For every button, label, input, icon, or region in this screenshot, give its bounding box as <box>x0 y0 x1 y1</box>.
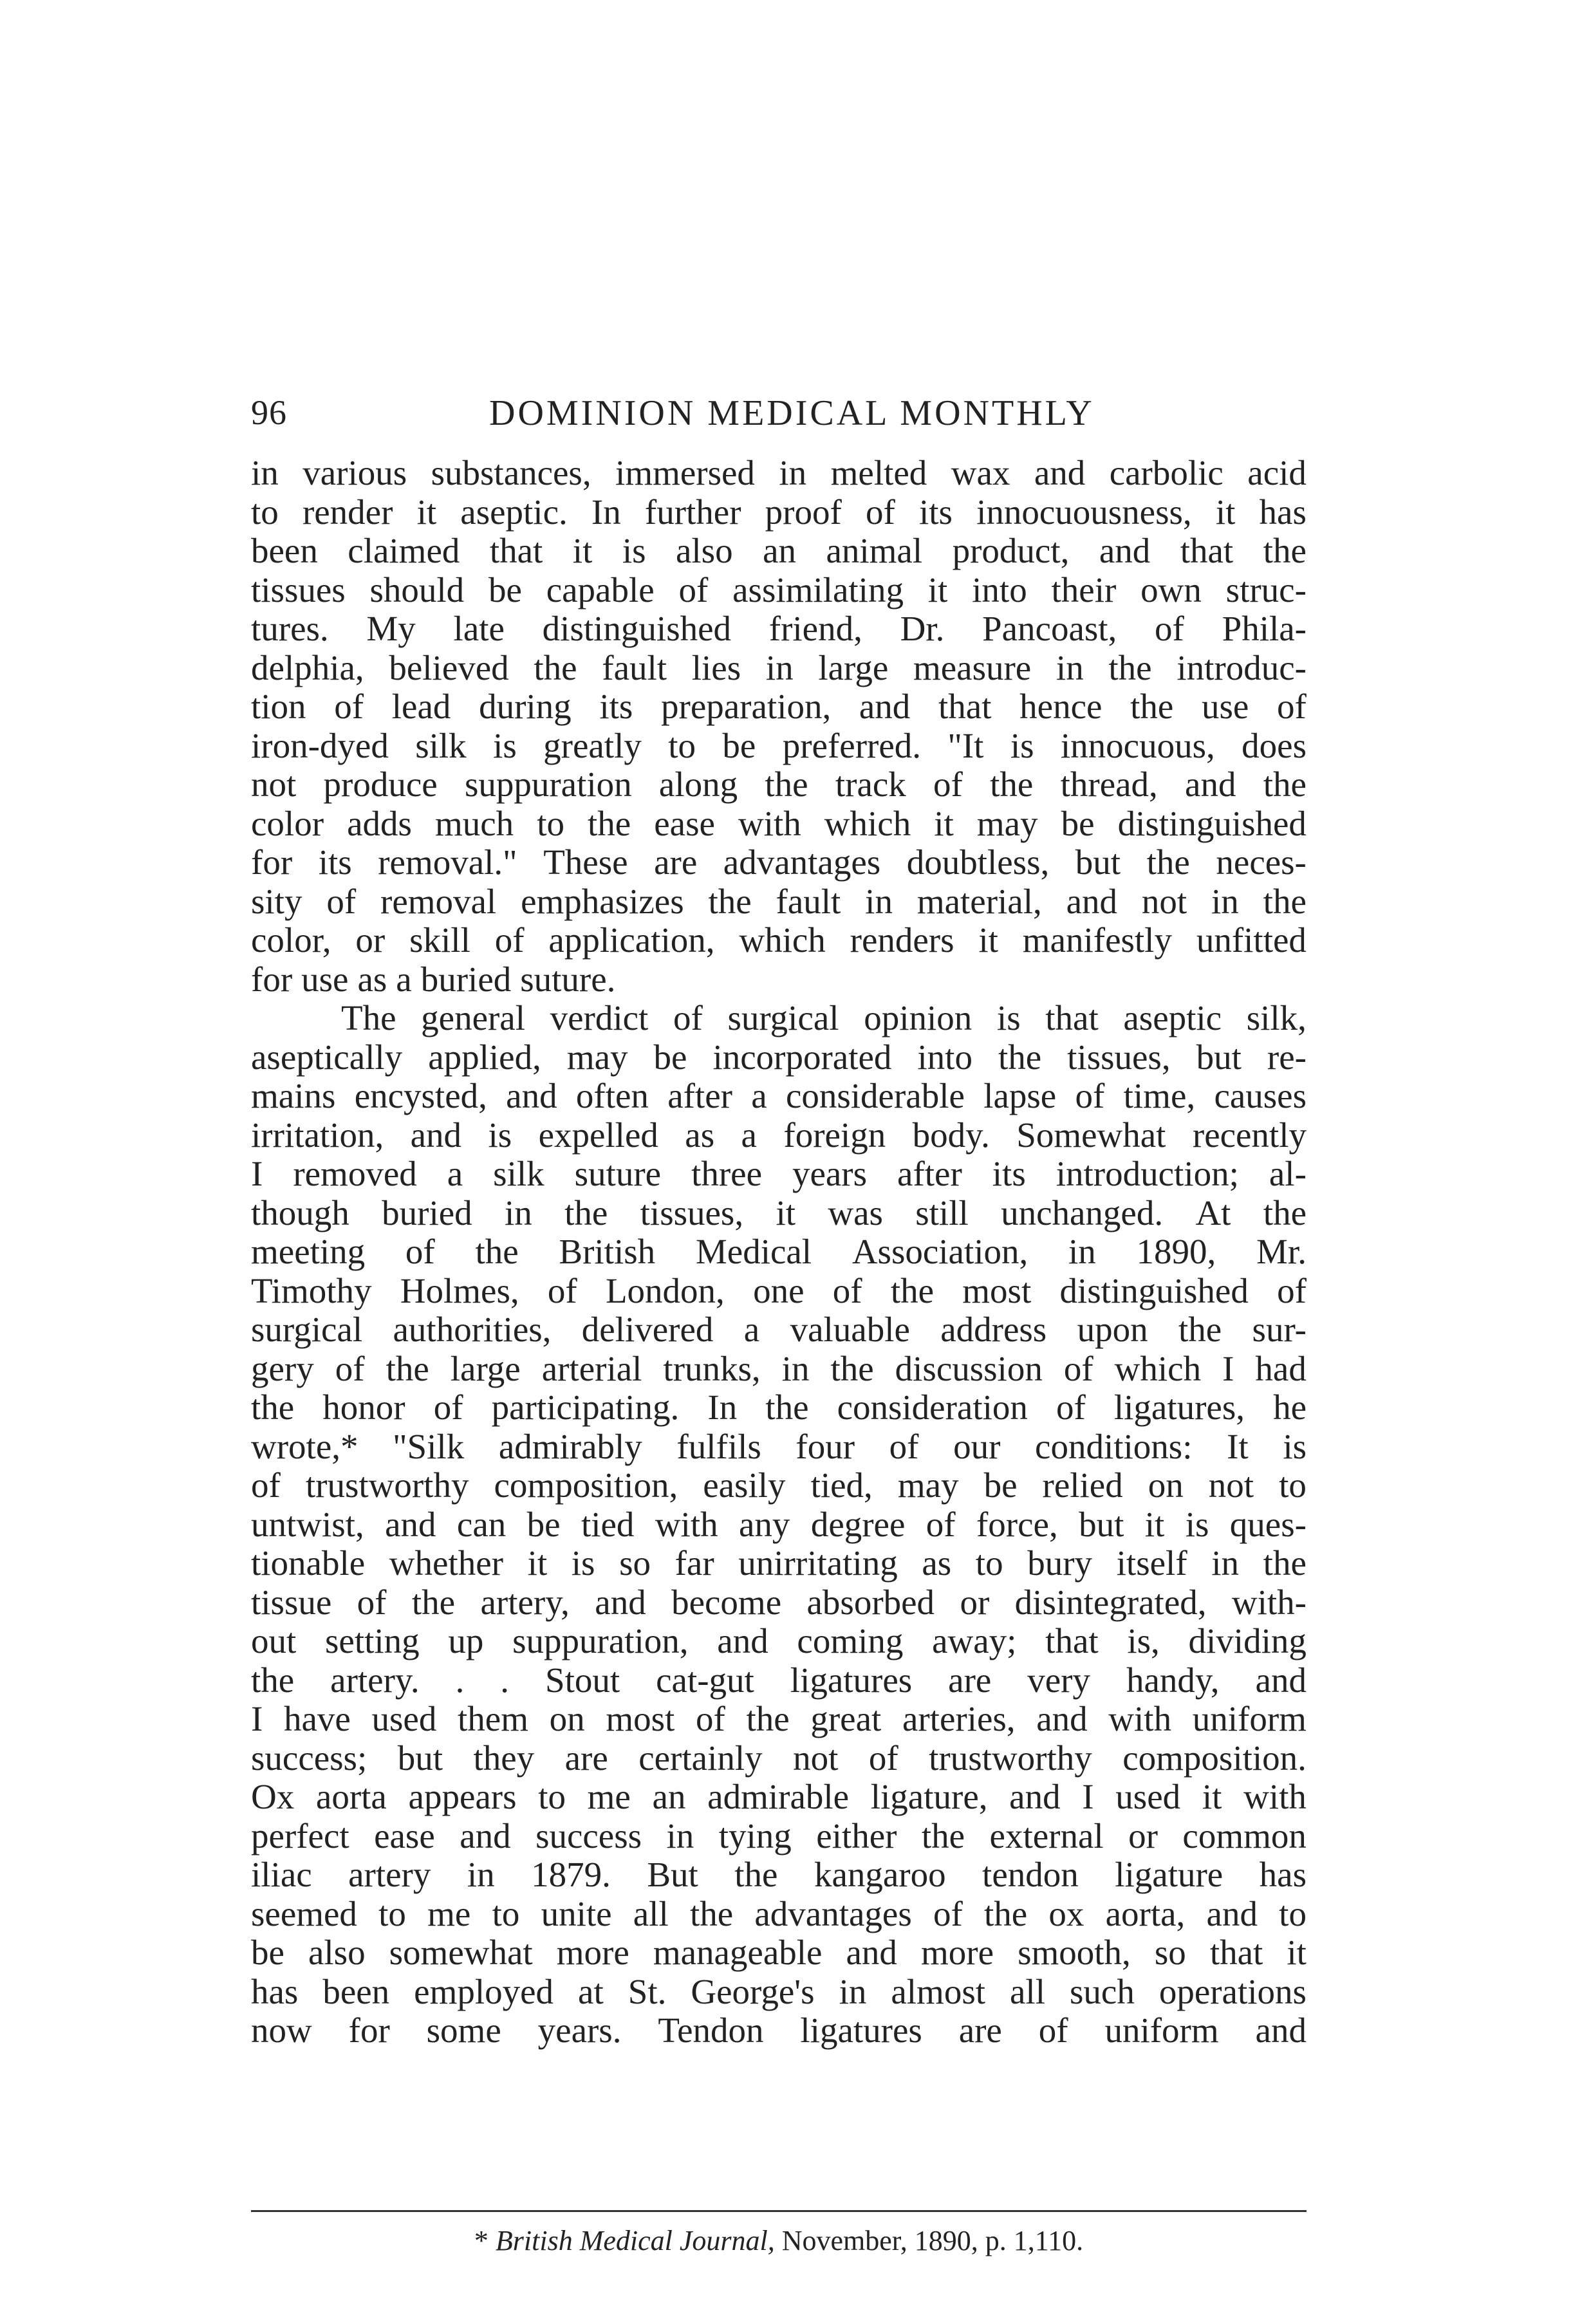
running-head <box>251 393 1307 451</box>
text-line: seemed to me to unite all the advantages of the ox aorta, and to <box>251 1893 1307 1933</box>
text-line: mains encysted, and often after a considerable lapse of time, causes <box>251 1076 1307 1115</box>
text-line: color, or skill of application, which renders it manifestly unfitted <box>251 920 1307 960</box>
text-line: now for some years. Tendon ligatures are of uniform and <box>251 2011 1307 2050</box>
body-text <box>251 454 1307 2050</box>
footnote-details: November, 1890, p. 1,110. <box>781 2225 1084 2256</box>
text-line: for its removal." These are advantages doubtless, but the neces- <box>251 842 1307 882</box>
journal-title: DOMINION MEDICAL MONTHLY <box>489 393 1095 433</box>
text-line: been claimed that it is also an animal product, and that the <box>251 531 1307 570</box>
text-line: for use as a buried suture. <box>251 959 616 999</box>
text-line: in various substances, immersed in melted wax and carbolic acid <box>251 453 1307 492</box>
text-line: has been employed at St. George's in almost all such operations <box>251 1971 1307 2011</box>
text-line: Timothy Holmes, of London, one of the most distinguished of <box>251 1270 1307 1310</box>
text-line: to render it aseptic. In further proof of its innocuousness, it has <box>251 492 1307 532</box>
page-number: 96 <box>251 393 287 432</box>
text-line: I have used them on most of the great arteries, and with uniform <box>251 1699 1307 1738</box>
text-line: iliac artery in 1879. But the kangaroo tendon ligature has <box>251 1855 1307 1894</box>
text-line: color adds much to the ease with which it may be distinguished <box>251 803 1307 843</box>
text-line: success; but they are certainly not of trustworthy composition. <box>251 1738 1307 1778</box>
text-line: the artery. . . Stout cat-gut ligatures are very handy, and <box>251 1660 1307 1700</box>
text-line: tionable whether it is so far unirritating as to bury itself in the <box>251 1543 1307 1583</box>
text-line: not produce suppuration along the track of the thread, and the <box>251 765 1307 804</box>
text-line: The general verdict of surgical opinion is that aseptic silk, <box>341 998 1307 1037</box>
footnote <box>251 2224 1307 2257</box>
text-line: tion of lead during its preparation, and that hence the use of <box>251 687 1307 726</box>
text-line: gery of the large arterial trunks, in the discussion of which I had <box>251 1348 1307 1388</box>
text-line: wrote,* "Silk admirably fulfils four of our conditions: It is <box>251 1426 1307 1466</box>
text-line: untwist, and can be tied with any degree of force, but it is ques- <box>251 1504 1307 1544</box>
text-line: I removed a silk suture three years after its introduction; al- <box>251 1154 1307 1193</box>
text-line: tissues should be capable of assimilating it into their own struc- <box>251 570 1307 609</box>
text-line: the honor of participating. In the consideration of ligatures, he <box>251 1388 1307 1427</box>
text-line: irritation, and is expelled as a foreign body. Somewhat recently <box>251 1115 1307 1155</box>
text-line: though buried in the tissues, it was still unchanged. At the <box>251 1193 1307 1232</box>
footnote-marker: * <box>474 2225 488 2256</box>
text-line: be also somewhat more manageable and more smooth, so that it <box>251 1933 1307 1972</box>
footnote-divider <box>251 2210 1307 2212</box>
text-line: delphia, believed the fault lies in large measure in the introduc- <box>251 647 1307 687</box>
text-line: meeting of the British Medical Association, in 1890, Mr. <box>251 1232 1307 1271</box>
text-line: aseptically applied, may be incorporated into the tissues, but re- <box>251 1037 1307 1077</box>
footnote-source: British Medical Journal, <box>495 2225 775 2256</box>
text-line: surgical authorities, delivered a valuable address upon the sur- <box>251 1310 1307 1349</box>
text-line: Ox aorta appears to me an admirable ligature, and I used it with <box>251 1777 1307 1816</box>
text-line: tures. My late distinguished friend, Dr. Pancoast, of Phila- <box>251 609 1307 648</box>
text-line: perfect ease and success in tying either the external or common <box>251 1816 1307 1855</box>
text-line: tissue of the artery, and become absorbed or disintegrated, with- <box>251 1582 1307 1622</box>
text-line: out setting up suppuration, and coming away; that is, dividing <box>251 1621 1307 1660</box>
text-line: of trustworthy composition, easily tied, may be relied on not to <box>251 1465 1307 1505</box>
text-line: sity of removal emphasizes the fault in material, and not in the <box>251 881 1307 921</box>
text-line: iron-dyed silk is greatly to be preferred. "It is innocuous, does <box>251 725 1307 765</box>
